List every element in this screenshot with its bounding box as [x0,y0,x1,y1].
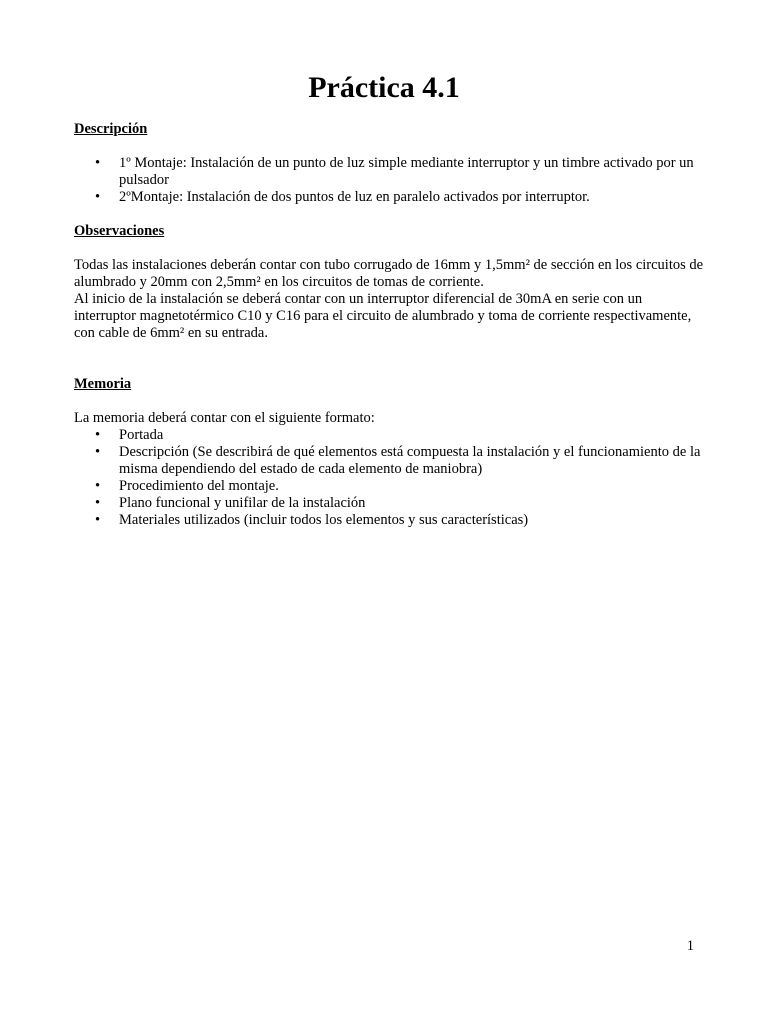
memoria-intro: La memoria deberá contar con el siguiente formato: [74,410,375,426]
list-item-text: Portada [119,427,164,443]
bullet-icon: • [95,478,101,494]
bullet-icon: • [95,495,101,511]
memoria-list [74,427,704,529]
list-item [74,189,704,206]
descripcion-heading: Descripción [74,121,148,137]
document-title: Práctica 4.1 [308,71,460,104]
page-number: 1 [686,938,694,954]
memoria-heading: Memoria [74,376,132,392]
bullet-icon: • [95,512,101,528]
bullet-icon: • [95,189,101,205]
list-item [74,478,704,495]
observaciones-paragraph-2: Al inicio de la instalación se deberá contar con un interruptor diferencial de 30mA en serie con un interruptor magnetotérmico C10 y C16 para el circuito de alumbrado y toma de corriente respectivamente, con cable de 6mm² en su entrada. [74,291,692,341]
bullet-icon: • [95,444,101,460]
list-item-text: Plano funcional y unifilar de la instalación [119,495,366,511]
observaciones-heading: Observaciones [74,223,165,239]
list-item [74,495,704,512]
bullet-icon: • [95,155,101,171]
descripcion-list [74,155,704,206]
document-body [74,121,704,529]
list-item-text: Descripción (Se describirá de qué elementos está compuesta la instalación y el funcionamiento de la misma dependiendo del estado de cada elemento de maniobra) [119,444,701,477]
bullet-icon: • [95,427,101,443]
list-item [74,155,704,189]
list-item [74,512,704,529]
list-item-text: 2ºMontaje: Instalación de dos puntos de luz en paralelo activados por interruptor. [119,189,590,205]
list-item [74,427,704,444]
list-item-text: 1º Montaje: Instalación de un punto de luz simple mediante interruptor y un timbre activado por un pulsador [119,155,694,188]
list-item [74,444,704,478]
observaciones-paragraph-1: Todas las instalaciones deberán contar con tubo corrugado de 16mm y 1,5mm² de sección en los circuitos de alumbrado y 20mm con 2,5mm² en los circuitos de tomas de corriente. [74,257,704,290]
list-item-text: Materiales utilizados (incluir todos los elementos y sus características) [119,512,529,528]
list-item-text: Procedimiento del montaje. [119,478,279,494]
